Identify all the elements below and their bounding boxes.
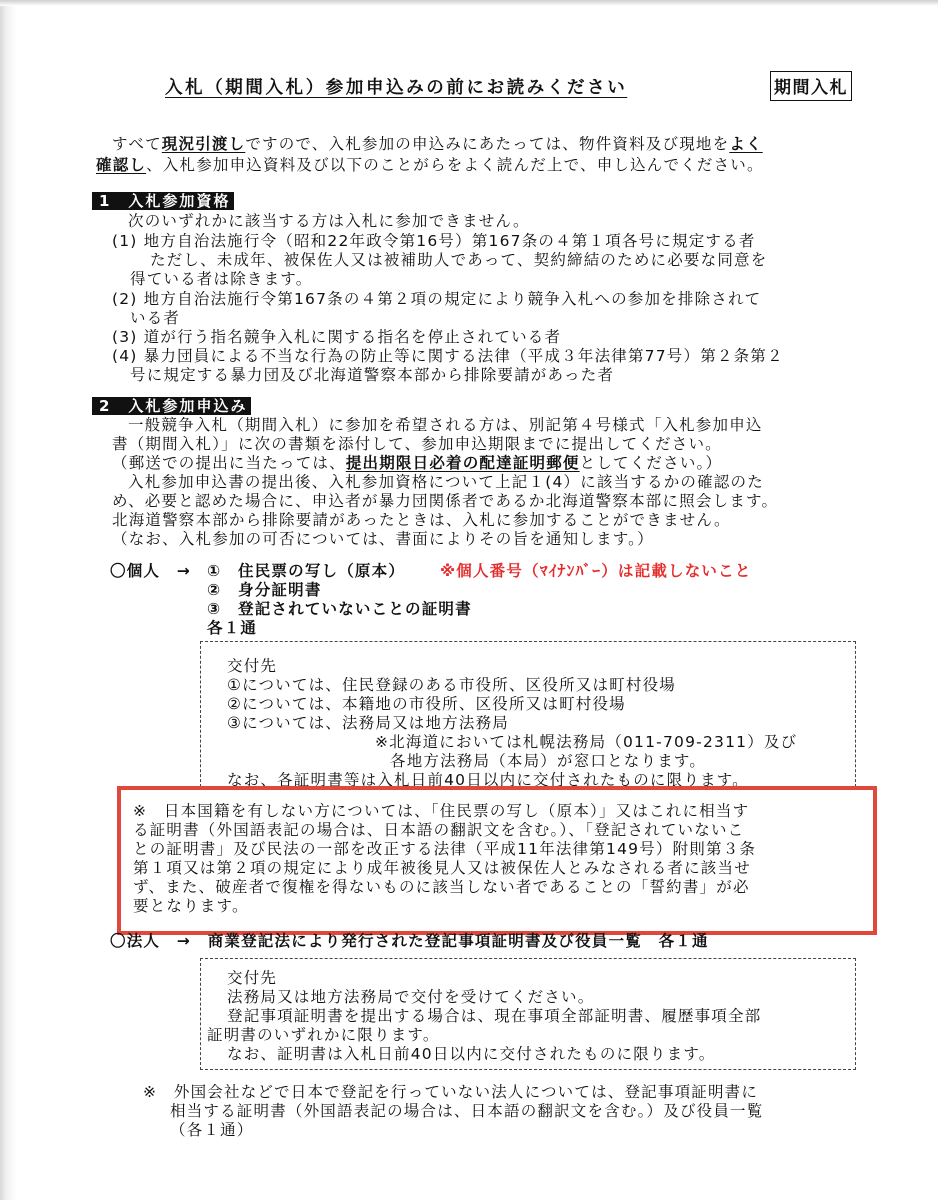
- foreign-note-line: との証明書」及び民法の一部を改正する法律（平成11年法律第149号）附則第３条: [133, 840, 757, 858]
- corporate-box-line: 法務局又は地方法務局で交付を受けてください。: [227, 988, 595, 1006]
- mynumber-warning: ※個人番号（ﾏｲﾅﾝﾊﾞｰ）は記載しないこと: [440, 562, 752, 580]
- intro-text: すべて: [112, 135, 162, 153]
- sec2-line-postal: [112, 453, 722, 473]
- corporate-box-line: 交付先: [227, 969, 278, 987]
- sec2-line: 北海道警察本部から排除要請があったときは、入札に参加することができません。: [112, 511, 731, 529]
- intro-text: ですので、入札参加の申込みにあたっては、物件資料及び現地を: [245, 135, 730, 153]
- sec2-line: 入札参加申込書の提出後、入札参加資格について上記１(4）に該当するかの確認のた: [128, 473, 764, 491]
- sec1-line: (3) 道が行う指名競争入札に関する指名を停止されている者: [112, 328, 562, 346]
- sec1-line: 次のいずれかに該当する方は入札に参加できません。: [128, 212, 530, 230]
- foreign-note-line: 第１項又は第２項の規定により成年被後見人又は被保佐人とみなされる者に該当せ: [133, 859, 751, 877]
- individual-count: 各１通: [207, 619, 258, 637]
- sec1-line: (1) 地方自治法施行令（昭和22年政令第16号）第167条の４第１項各号に規定する者: [112, 232, 756, 250]
- sec2-line: 書（期間入札）」に次の書類を添付して、参加申込期限までに提出してください。: [112, 435, 722, 453]
- individual-item-3: ③ 登記されていないことの証明書: [207, 600, 472, 618]
- corporate-foreign-note-line: 相当する証明書（外国語表記の場合は、日本語の翻訳文を含む。）及び役員一覧: [170, 1102, 764, 1120]
- sec1-line: 得ている者は除きます。: [130, 270, 313, 288]
- intro-emphasis-confirm: 確認し: [96, 156, 147, 174]
- corporate-foreign-note-line: （各１通）: [170, 1121, 254, 1139]
- issuer-box-line: 各地方法務局（本局）が窓口となります。: [390, 752, 707, 770]
- sec2-emphasis-postal: 提出期限日必着の配達証明郵便: [345, 454, 580, 472]
- issuer-box-line: ③については、法務局又は地方法務局: [227, 714, 509, 732]
- intro-text: 、入札参加申込資料及び以下のことがらをよく読んだ上で、申し込んでください。: [146, 156, 764, 174]
- sec2-text: としてください。）: [579, 454, 723, 472]
- intro-emphasis-as-is: 現況引渡し: [161, 135, 246, 153]
- issuer-box-line: ②については、本籍地の市役所、区役所又は町村役場: [227, 695, 626, 713]
- bid-type-badge: 期間入札: [770, 71, 852, 101]
- corporate-foreign-note-line: ※ 外国会社などで日本で登記を行っていない法人については、登記事項証明書に: [143, 1083, 759, 1101]
- issuer-box-line: ※北海道においては札幌法務局（011-709-2311）及び: [375, 733, 798, 751]
- corporate-box-line: 証明書のいずれかに限ります。: [207, 1026, 440, 1044]
- sec1-line: ただし、未成年、被保佐人又は被補助人であって、契約締結のために必要な同意を: [150, 251, 768, 269]
- issuer-box-line: 交付先: [227, 657, 278, 675]
- page-edge-shadow: [0, 0, 16, 1200]
- page-title: 入札（期間入札）参加申込みの前にお読みください: [165, 78, 628, 98]
- section-1-heading: 1 入札参加資格: [92, 192, 234, 210]
- individual-label: 〇個人 →: [110, 562, 191, 580]
- section-2-heading: 2 入札参加申込み: [92, 397, 251, 415]
- sec1-line: (2) 地方自治法施行令第167条の４第２項の規定により競争入札への参加を排除されて: [112, 290, 762, 308]
- sec1-line: いる者: [130, 309, 181, 327]
- individual-item-1: ① 住民票の写し（原本）: [207, 562, 406, 580]
- sec2-line: 一般競争入札（期間入札）に参加を希望される方は、別記第４号様式「入札参加申込: [128, 416, 763, 434]
- sec2-line: め、必要と認めた場合に、申込者が暴力団関係者であるか北海道警察本部に照会します。: [112, 492, 779, 510]
- intro-line-1: [112, 134, 763, 154]
- foreign-note-line: ず、また、破産者で復権を得ないものに該当しない者であることの「誓約書」が必: [133, 878, 750, 896]
- page-top-shadow: [0, 0, 938, 6]
- intro-emphasis-well: よく: [729, 135, 763, 153]
- foreign-note-line: ※ 日本国籍を有しない方については、「住民票の写し（原本）」又はこれに相当す: [133, 802, 750, 820]
- corporate-box-line: なお、証明書は入札日前40日以内に交付されたものに限ります。: [227, 1045, 716, 1063]
- issuer-box-line: なお、各証明書等は入札日前40日以内に交付されたものに限ります。: [227, 771, 749, 789]
- corporate-box-line: 登記事項証明書を提出する場合は、現在事項全部証明書、履歴事項全部: [227, 1007, 762, 1025]
- intro-line-2: [96, 155, 764, 175]
- individual-item-2: ② 身分証明書: [207, 581, 322, 599]
- foreign-note-line: 要となります。: [133, 897, 249, 915]
- issuer-box-line: ①については、住民登録のある市役所、区役所又は町村役場: [227, 676, 676, 694]
- sec2-text: （郵送での提出に当たっては、: [112, 454, 346, 472]
- foreign-note-line: る証明書（外国語表記の場合は、日本語の翻訳文を含む。）、「登記されていないこ: [133, 821, 745, 839]
- sec1-line: 号に規定する暴力団及び北海道警察本部から排除要請があった者: [130, 366, 615, 384]
- corporate-line: 〇法人 → 商業登記法により発行された登記事項証明書及び役員一覧 各１通: [110, 932, 709, 950]
- sec1-line: (4) 暴力団員による不当な行為の防止等に関する法律（平成３年法律第77号）第２条第２: [112, 347, 784, 365]
- sec2-line: （なお、入札参加の可否については、書面によりその旨を通知します。）: [112, 530, 654, 548]
